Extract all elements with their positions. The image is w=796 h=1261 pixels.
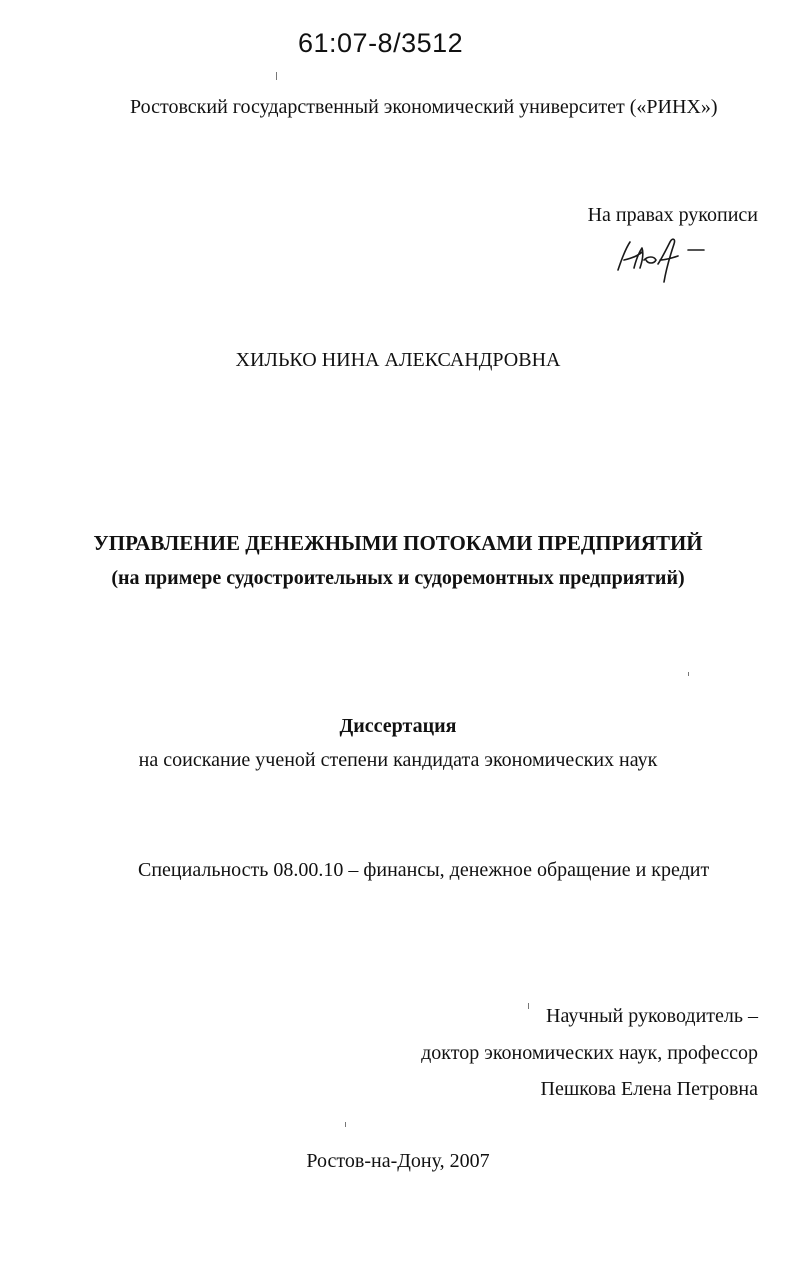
registration-stamp: 61:07-8/3512 [298, 28, 464, 58]
dissertation-title: УПРАВЛЕНИЕ ДЕНЕЖНЫМИ ПОТОКАМИ ПРЕДПРИЯТИЙ [93, 531, 703, 555]
author-name: ХИЛЬКО НИНА АЛЕКСАНДРОВНА [235, 349, 561, 371]
work-type: Диссертация [339, 715, 457, 737]
scan-speck [688, 672, 689, 676]
manuscript-rights: На правах рукописи [587, 204, 758, 226]
supervisor-rank: доктор экономических наук, профессор [421, 1042, 758, 1064]
scan-speck [528, 1003, 529, 1009]
scan-speck [345, 1122, 346, 1127]
degree-line: на соискание ученой степени кандидата экономических наук [138, 749, 658, 771]
signature-icon [612, 230, 712, 286]
city-year: Ростов-на-Дону, 2007 [306, 1150, 490, 1172]
specialty-line: Специальность 08.00.10 – финансы, денежное обращение и кредит [138, 859, 710, 881]
university-name: Ростовский государственный экономический университет («РИНХ») [130, 96, 718, 118]
supervisor-role: Научный руководитель – [546, 1005, 758, 1027]
supervisor-name: Пешкова Елена Петровна [540, 1078, 758, 1100]
dissertation-subtitle: (на примере судостроительных и судоремонтных предприятий) [111, 567, 685, 589]
scan-speck [276, 72, 277, 80]
